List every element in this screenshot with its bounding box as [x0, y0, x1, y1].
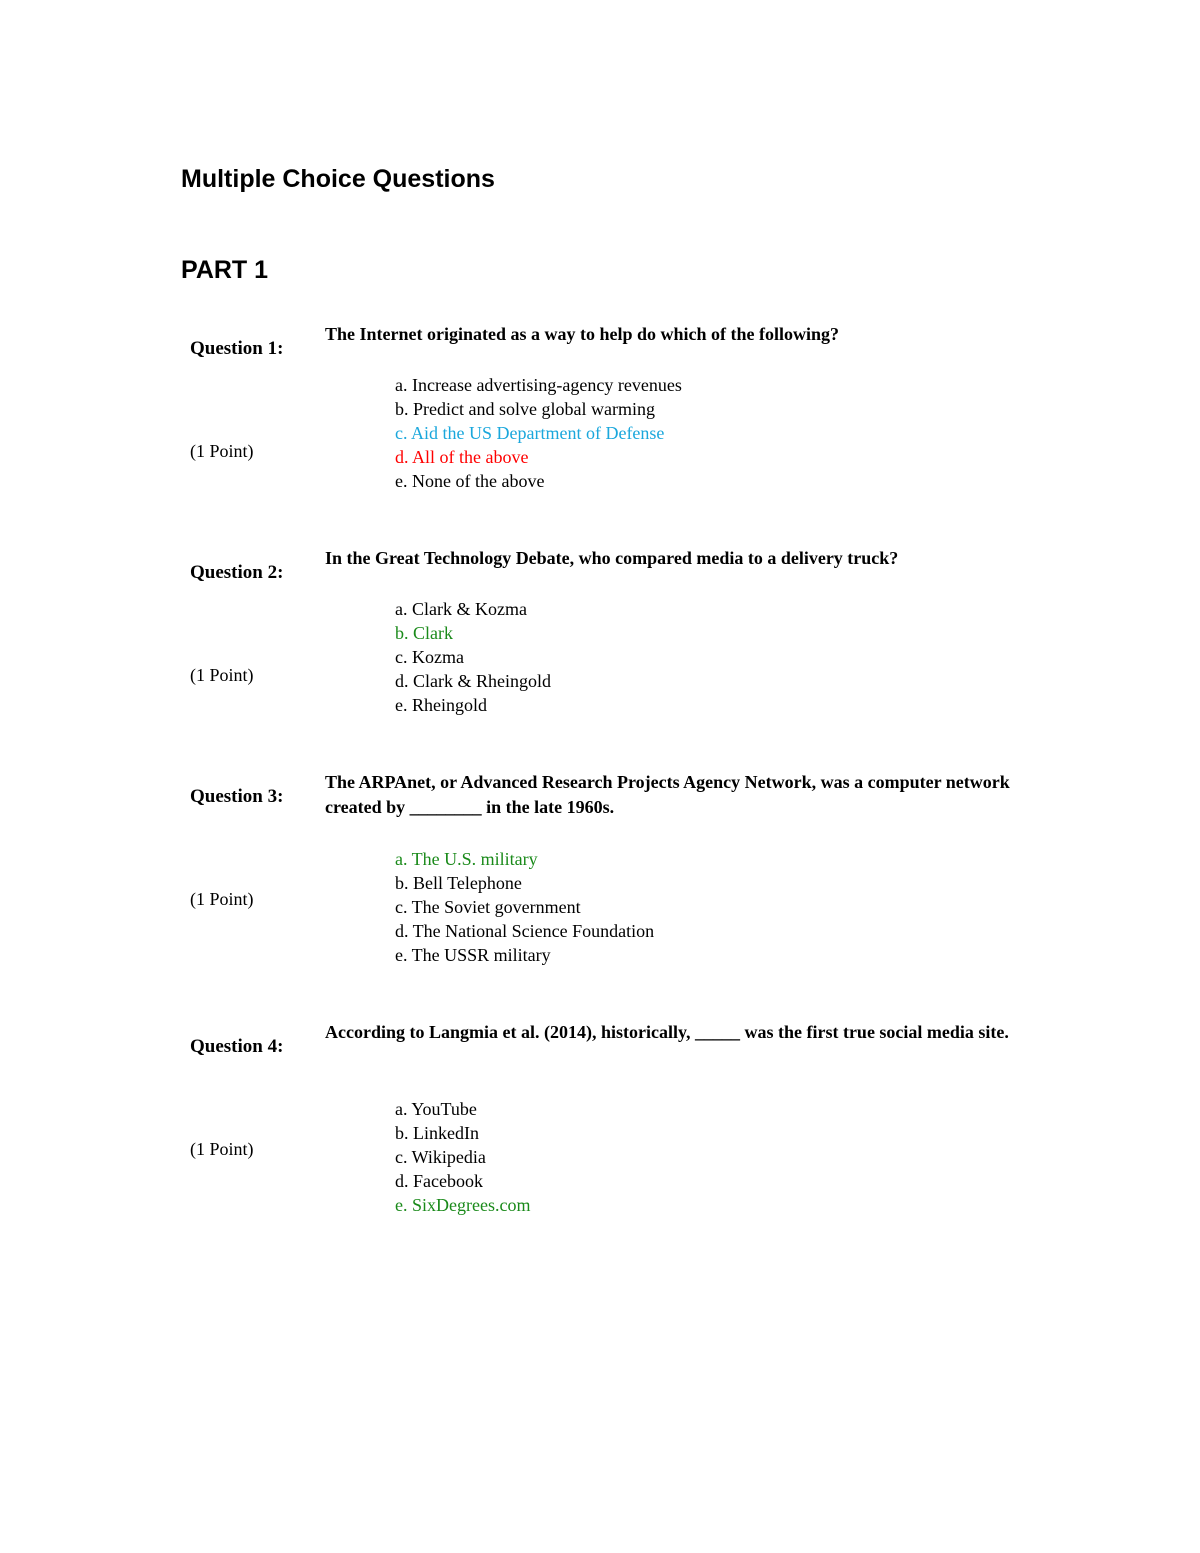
answer-option: a. Clark & Kozma [395, 599, 527, 619]
answer-option: e. The USSR military [395, 945, 551, 965]
question-label: Question 3: [190, 786, 284, 807]
answer-option: b. LinkedIn [395, 1123, 479, 1143]
answer-option: b. Predict and solve global warming [395, 399, 655, 419]
answer-option: c. Aid the US Department of Defense [395, 423, 665, 443]
part-heading: PART 1 [181, 256, 269, 284]
answer-option: d. All of the above [395, 447, 529, 467]
question-text: The ARPAnet, or Advanced Research Projects Agency Network, was a computer network created by ________ in the late 1960s. [325, 772, 1010, 817]
answer-options [395, 597, 551, 717]
question-label: Question 2: [190, 562, 284, 583]
answer-options [395, 847, 654, 967]
answer-option: c. Wikipedia [395, 1147, 486, 1167]
document-title: Multiple Choice Questions [181, 165, 495, 193]
answer-option: d. Facebook [395, 1171, 483, 1191]
answer-option: c. The Soviet government [395, 897, 581, 917]
answer-options [395, 373, 682, 493]
answer-option: a. The U.S. military [395, 849, 538, 869]
answer-option: e. None of the above [395, 471, 545, 491]
question-points: (1 Point) [190, 889, 254, 909]
question-text: The Internet originated as a way to help do which of the following? [325, 324, 840, 344]
question-text: According to Langmia et al. (2014), historically, _____ was the first true social media site. [325, 1022, 1009, 1042]
answer-option: e. Rheingold [395, 695, 487, 715]
question-points: (1 Point) [190, 1139, 254, 1159]
question-points: (1 Point) [190, 665, 254, 685]
question-points: (1 Point) [190, 441, 254, 461]
answer-option: e. SixDegrees.com [395, 1195, 531, 1215]
question-text: In the Great Technology Debate, who compared media to a delivery truck? [325, 548, 899, 568]
answer-option: a. Increase advertising-agency revenues [395, 375, 682, 395]
answer-option: d. Clark & Rheingold [395, 671, 551, 691]
answer-option: d. The National Science Foundation [395, 921, 655, 941]
answer-options [395, 1097, 530, 1217]
answer-option: a. YouTube [395, 1099, 477, 1119]
question-label: Question 1: [190, 338, 284, 359]
question-label: Question 4: [190, 1036, 284, 1057]
answer-option: c. Kozma [395, 647, 464, 667]
answer-option: b. Bell Telephone [395, 873, 522, 893]
answer-option: b. Clark [395, 623, 453, 643]
